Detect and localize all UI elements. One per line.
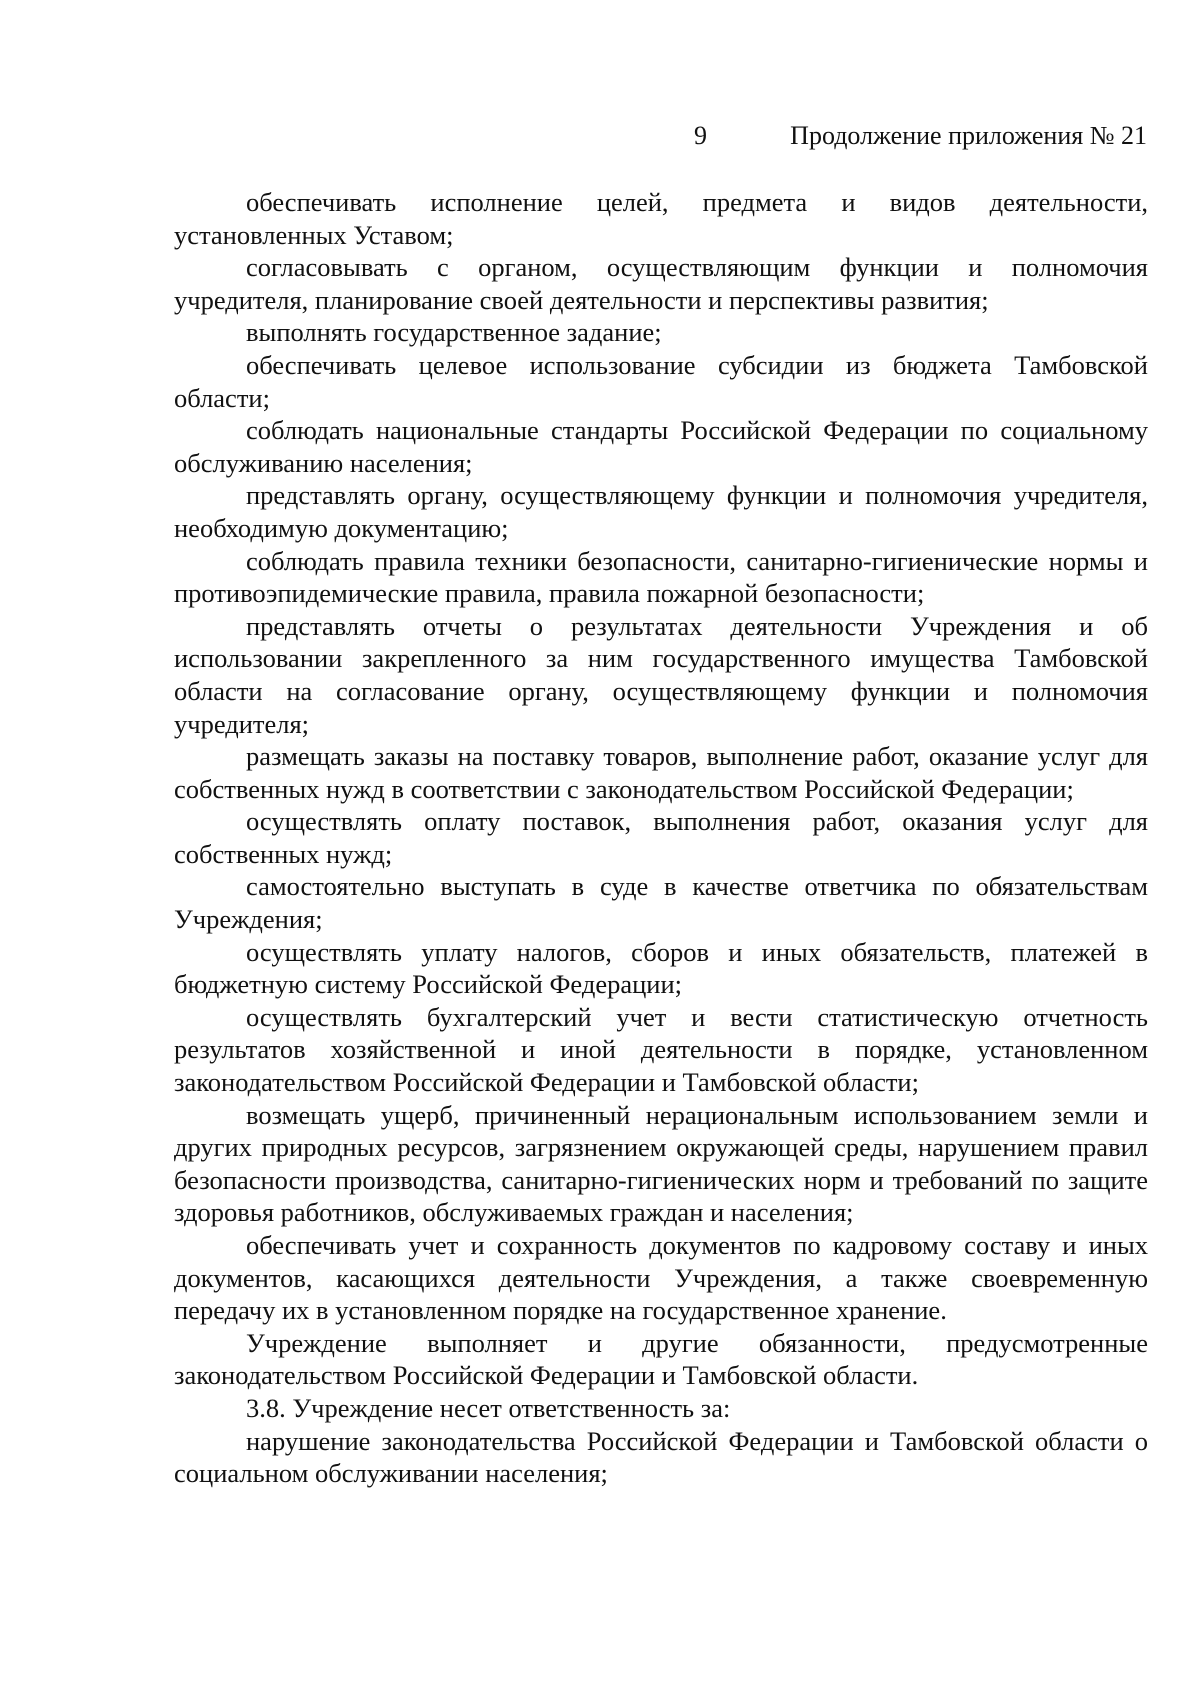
paragraph: обеспечивать целевое использование субсидии из бюджета Тамбовской области; <box>174 349 1148 413</box>
paragraph: обеспечивать учет и сохранность документов по кадровому составу и иных документов, касающихся деятельности Учреждения, а также своевременную передачу их в установленном порядке на государственное хранение. <box>174 1230 1148 1326</box>
section-heading: 3.8. Учреждение несет ответственность за: <box>246 1392 731 1423</box>
paragraph: осуществлять бухгалтерский учет и вести статистическую отчетность результатов хозяйственной и иной деятельности в порядке, установленном законодательством Российской Федерации и Тамбовской области; <box>174 1001 1148 1098</box>
paragraph: согласовывать с органом, осуществляющим функции и полномочия учредителя, планирование своей деятельности и перспективы развития; <box>174 252 1148 315</box>
paragraph: соблюдать национальные стандарты Российской Федерации по социальному обслуживанию населения; <box>174 415 1148 478</box>
document-body <box>174 186 1148 1490</box>
paragraph: Учреждение выполняет и другие обязанности, предусмотренные законодательством Российской Федерации и Тамбовской области. <box>174 1327 1148 1391</box>
paragraph: выполнять государственное задание; <box>246 317 662 348</box>
paragraph: представлять отчеты о результатах деятельности Учреждения и об использовании закрепленного за ним государственного имущества Тамбовской области на согласование органу, осуществляющему функции и полномочия учредителя; <box>174 610 1148 739</box>
paragraph: возмещать ущерб, причиненный нерациональным использованием земли и других природных ресурсов, загрязнением окружающей среды, нарушением правил безопасности производства, санитарно-гигиенических норм и требований по защите здоровья работников, обслуживаемых граждан и населения; <box>174 1099 1148 1228</box>
page-header <box>0 116 1200 156</box>
paragraph: соблюдать правила техники безопасности, санитарно-гигиенические нормы и противоэпидемические правила, правила пожарной безопасности; <box>174 545 1148 609</box>
page-number: 9 <box>694 121 707 150</box>
paragraph: осуществлять оплату поставок, выполнения работ, оказания услуг для собственных нужд; <box>174 806 1148 869</box>
paragraph: обеспечивать исполнение целей, предмета и видов деятельности, установленных Уставом; <box>174 187 1148 250</box>
appendix-continuation-title: Продолжение приложения № 21 <box>790 121 1147 150</box>
paragraph: осуществлять уплату налогов, сборов и иных обязательств, платежей в бюджетную систему Российской Федерации; <box>174 936 1148 1000</box>
paragraph: нарушение законодательства Российской Федерации и Тамбовской области о социальном обслуживании населения; <box>174 1425 1148 1489</box>
paragraph: самостоятельно выступать в суде в качестве ответчика по обязательствам Учреждения; <box>174 871 1148 935</box>
paragraph: представлять органу, осуществляющему функции и полномочия учредителя, необходимую документацию; <box>174 480 1148 543</box>
paragraph: размещать заказы на поставку товаров, выполнение работ, оказание услуг для собственных нужд в соответствии с законодательством Российской Федерации; <box>174 741 1148 804</box>
